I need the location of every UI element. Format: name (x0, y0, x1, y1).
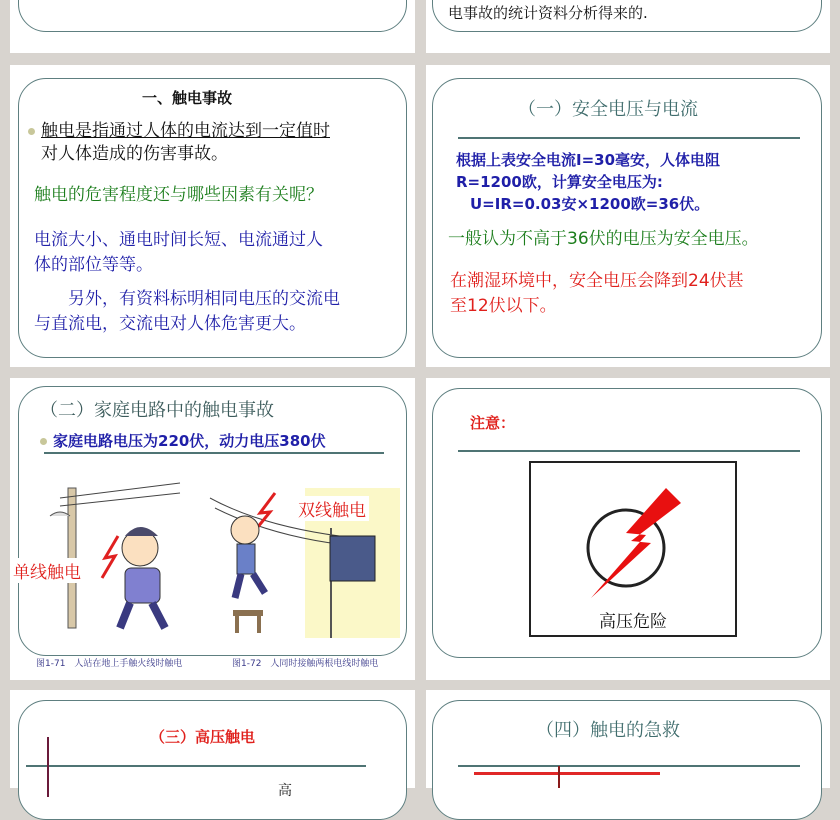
bullet-icon (40, 438, 47, 445)
answer-text: 电流大小、通电时间长短、电流通过人 (34, 230, 323, 250)
slide-title: （二）家庭电路中的触电事故 (40, 400, 274, 421)
single-wire-label: 单线触电 (13, 558, 81, 583)
slide-title: （三）高压触电 (150, 728, 256, 746)
content-box (18, 0, 407, 32)
slide-thumbnail-2[interactable] (426, 0, 830, 53)
bullet-text-cont: 对人体造成的伤害事故。 (41, 144, 228, 164)
bullet-text: 家庭电路电压为220伏，动力电压380伏 (40, 430, 326, 451)
vertical-wire (558, 766, 560, 788)
bullet-text: 触电是指通过人体的电流达到一定值时 (28, 119, 330, 144)
high-voltage-lightning-icon (531, 463, 735, 603)
content-box (18, 700, 407, 820)
slide-title: （一）安全电压与电流 (518, 99, 698, 120)
slide-thumbnail-6[interactable] (426, 378, 830, 680)
bullet-divider (44, 452, 384, 454)
wet-env-text-cont: 至12伏以下。 (450, 296, 557, 316)
vertical-line (47, 737, 49, 797)
slide-thumbnail-1[interactable] (10, 0, 415, 53)
extra-text-cont: 与直流电，交流电对人体危害更大。 (34, 314, 306, 334)
question-text: 触电的危害程度还与哪些因素有关呢？ (34, 185, 323, 205)
title-divider (26, 765, 366, 767)
title-divider (458, 765, 800, 767)
extra-text: 另外，有资料标明相同电压的交流电 (68, 289, 340, 309)
sign-text: 高压危险 (599, 612, 667, 632)
partial-text: 高 (278, 783, 292, 799)
high-voltage-sign (529, 461, 737, 637)
slide-thumbnail-7[interactable] (10, 690, 415, 799)
slide-thumbnail-8[interactable] (426, 690, 830, 788)
double-wire-label: 双线触电 (295, 496, 369, 521)
safe-voltage-text: 一般认为不高于36伏的电压为安全电压。 (448, 229, 759, 249)
title-divider (458, 137, 800, 139)
title-divider (458, 450, 800, 452)
slide-thumbnail-3[interactable] (10, 65, 415, 367)
slide-title: 一、触电事故 (142, 89, 233, 107)
figure-caption-2: 图1-72 人同时接触两根电线时触电 (232, 659, 379, 669)
slide-thumbnail-4[interactable] (426, 65, 830, 367)
answer-text-cont: 体的部位等等。 (34, 255, 153, 275)
slide-thumbnail-5[interactable] (10, 378, 415, 680)
calc-text: 根据上表安全电流I=30毫安，人体电阻 (456, 151, 721, 169)
slide-text: 电事故的统计资料分析得来的. (448, 4, 648, 22)
bullet-icon (28, 128, 35, 135)
figure-caption-1: 图1-71 人站在地上手触火线时触电 (36, 659, 183, 669)
red-wire-line (474, 772, 660, 775)
calc-text-3: U=IR=0.03安×1200欧=36伏。 (470, 195, 710, 213)
note-label: 注意： (470, 414, 516, 432)
slide-title: （四）触电的急救 (536, 720, 680, 741)
calc-text-2: R=1200欧，计算安全电压为: (456, 173, 663, 191)
wet-env-text: 在潮湿环境中，安全电压会降到24伏甚 (450, 271, 744, 291)
